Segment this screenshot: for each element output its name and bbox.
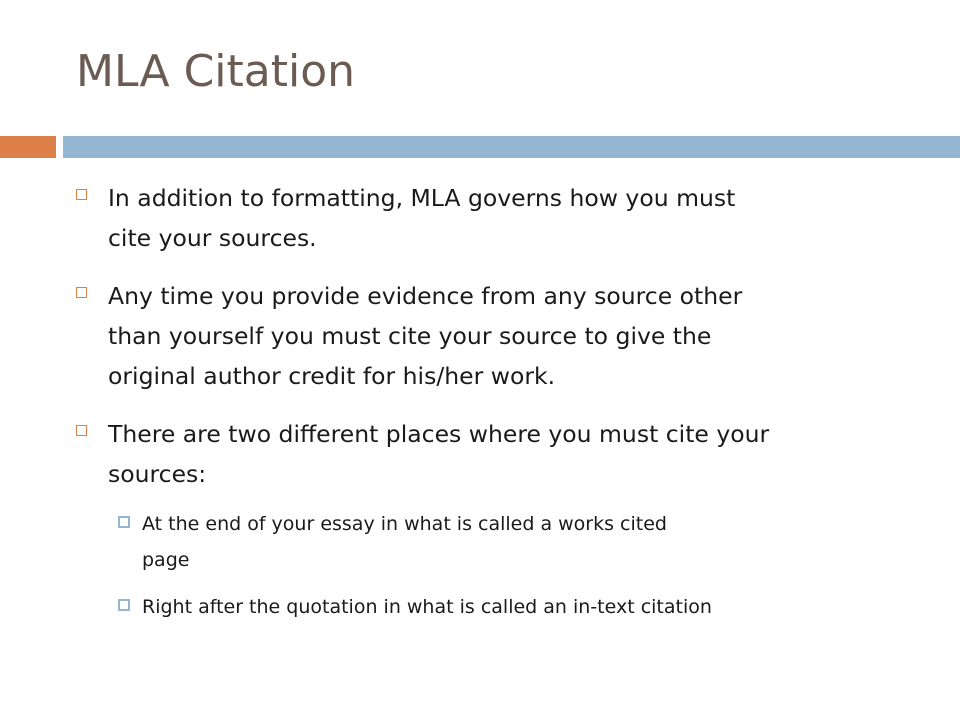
bullet-text-line: There are two different places where you must cite your [108, 420, 770, 448]
square-sub-bullet-icon [118, 516, 130, 528]
sub-bullet-text-line: At the end of your essay in what is called a works cited [142, 513, 667, 535]
title-accent-bar-orange [0, 136, 56, 158]
square-sub-bullet-icon [118, 599, 130, 611]
bullet-text-line: than yourself you must cite your source to give the [108, 322, 712, 350]
title-accent-bar-blue [63, 136, 960, 158]
bullet-text-line: sources: [108, 460, 207, 488]
bullet-text-line: original author credit for his/her work. [108, 362, 556, 390]
square-bullet-icon [76, 189, 87, 200]
bullet-text-line: In addition to formatting, MLA governs how you must [108, 184, 736, 212]
square-bullet-icon [76, 287, 87, 298]
slide-title: MLA Citation [76, 46, 356, 97]
bullet-text-line: Any time you provide evidence from any source other [108, 282, 743, 310]
sub-bullet-text-line: page [142, 549, 190, 571]
sub-bullet-text-line: Right after the quotation in what is called an in-text citation [142, 596, 712, 618]
square-bullet-icon [76, 425, 87, 436]
bullet-text-line: cite your sources. [108, 224, 317, 252]
